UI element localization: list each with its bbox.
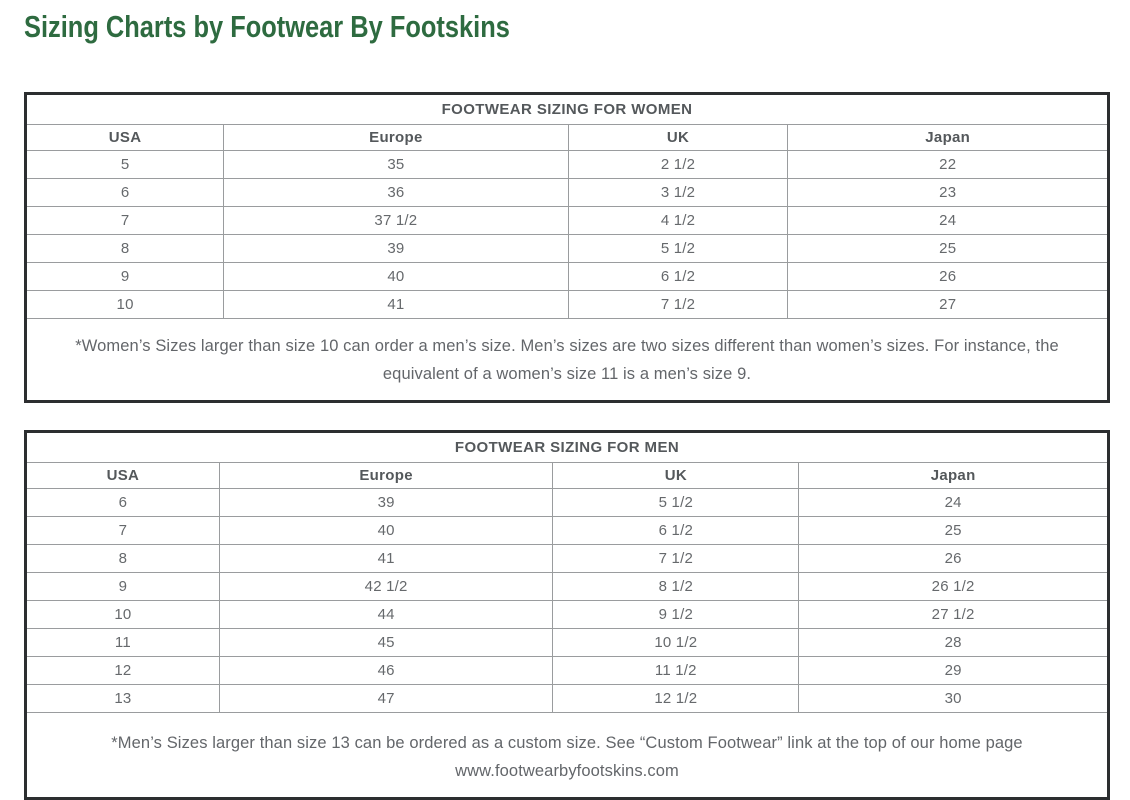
size-cell: 47 — [219, 685, 553, 713]
table-row — [26, 573, 1109, 601]
size-cell: 36 — [224, 179, 568, 207]
size-cell: 7 1/2 — [553, 545, 799, 573]
women-table-body — [26, 151, 1109, 319]
table-row — [26, 291, 1109, 319]
men-table-title-row — [26, 432, 1109, 463]
men-table-body — [26, 489, 1109, 713]
men-table-header-row — [26, 463, 1109, 489]
table-row — [26, 685, 1109, 713]
table-row — [26, 235, 1109, 263]
men-sizing-table — [24, 430, 1110, 800]
table-row — [26, 489, 1109, 517]
size-cell: 5 — [26, 151, 224, 179]
size-cell: 7 1/2 — [568, 291, 788, 319]
size-cell: 24 — [799, 489, 1109, 517]
size-cell: 13 — [26, 685, 220, 713]
size-cell: 35 — [224, 151, 568, 179]
size-cell: 6 — [26, 179, 224, 207]
column-header-europe: Europe — [224, 125, 568, 151]
size-cell: 10 — [26, 601, 220, 629]
size-cell: 12 — [26, 657, 220, 685]
size-cell: 7 — [26, 517, 220, 545]
size-cell: 22 — [788, 151, 1109, 179]
size-cell: 23 — [788, 179, 1109, 207]
size-cell: 39 — [219, 489, 553, 517]
size-cell: 4 1/2 — [568, 207, 788, 235]
size-cell: 44 — [219, 601, 553, 629]
size-cell: 6 — [26, 489, 220, 517]
size-cell: 25 — [788, 235, 1109, 263]
size-cell: 11 1/2 — [553, 657, 799, 685]
women-table-header-row — [26, 125, 1109, 151]
table-row — [26, 545, 1109, 573]
size-cell: 41 — [224, 291, 568, 319]
size-cell: 26 1/2 — [799, 573, 1109, 601]
table-row — [26, 601, 1109, 629]
size-cell: 3 1/2 — [568, 179, 788, 207]
women-sizing-note: *Women’s Sizes larger than size 10 can order a men’s size. Men’s sizes are two sizes different than women’s sizes. For instance, the equivalent of a women’s size 11 is a men’s size 9. — [26, 319, 1109, 402]
column-header-usa: USA — [26, 463, 220, 489]
size-cell: 5 1/2 — [553, 489, 799, 517]
table-row — [26, 517, 1109, 545]
size-cell: 46 — [219, 657, 553, 685]
column-header-europe: Europe — [219, 463, 553, 489]
size-cell: 29 — [799, 657, 1109, 685]
size-cell: 26 — [788, 263, 1109, 291]
table-row — [26, 179, 1109, 207]
size-cell: 8 — [26, 235, 224, 263]
size-cell: 41 — [219, 545, 553, 573]
size-cell: 40 — [224, 263, 568, 291]
column-header-japan: Japan — [788, 125, 1109, 151]
size-cell: 2 1/2 — [568, 151, 788, 179]
page-title: Sizing Charts by Footwear By Footskins — [24, 9, 510, 44]
women-note-row — [26, 319, 1109, 402]
size-cell: 6 1/2 — [568, 263, 788, 291]
size-cell: 9 — [26, 263, 224, 291]
size-cell: 40 — [219, 517, 553, 545]
column-header-uk: UK — [568, 125, 788, 151]
column-header-japan: Japan — [799, 463, 1109, 489]
women-table-title-row — [26, 94, 1109, 125]
size-cell: 9 1/2 — [553, 601, 799, 629]
size-cell: 8 — [26, 545, 220, 573]
size-cell: 5 1/2 — [568, 235, 788, 263]
table-row — [26, 629, 1109, 657]
size-cell: 10 1/2 — [553, 629, 799, 657]
size-cell: 12 1/2 — [553, 685, 799, 713]
size-cell: 24 — [788, 207, 1109, 235]
table-row — [26, 207, 1109, 235]
men-note-row — [26, 713, 1109, 799]
size-cell: 45 — [219, 629, 553, 657]
men-table-title: FOOTWEAR SIZING FOR MEN — [26, 432, 1109, 463]
size-cell: 27 — [788, 291, 1109, 319]
table-row — [26, 151, 1109, 179]
size-cell: 8 1/2 — [553, 573, 799, 601]
column-header-usa: USA — [26, 125, 224, 151]
size-cell: 11 — [26, 629, 220, 657]
table-row — [26, 263, 1109, 291]
women-table-title: FOOTWEAR SIZING FOR WOMEN — [26, 94, 1109, 125]
size-cell: 37 1/2 — [224, 207, 568, 235]
size-cell: 7 — [26, 207, 224, 235]
size-cell: 25 — [799, 517, 1109, 545]
size-cell: 30 — [799, 685, 1109, 713]
table-row — [26, 657, 1109, 685]
women-sizing-table — [24, 92, 1110, 403]
size-cell: 28 — [799, 629, 1109, 657]
column-header-uk: UK — [553, 463, 799, 489]
size-cell: 6 1/2 — [553, 517, 799, 545]
size-cell: 10 — [26, 291, 224, 319]
size-cell: 42 1/2 — [219, 573, 553, 601]
size-cell: 9 — [26, 573, 220, 601]
size-cell: 27 1/2 — [799, 601, 1109, 629]
men-sizing-note: *Men’s Sizes larger than size 13 can be ordered as a custom size. See “Custom Footwear” link at the top of our home page www.footwearbyfootskins.com — [26, 713, 1109, 799]
size-cell: 39 — [224, 235, 568, 263]
size-cell: 26 — [799, 545, 1109, 573]
